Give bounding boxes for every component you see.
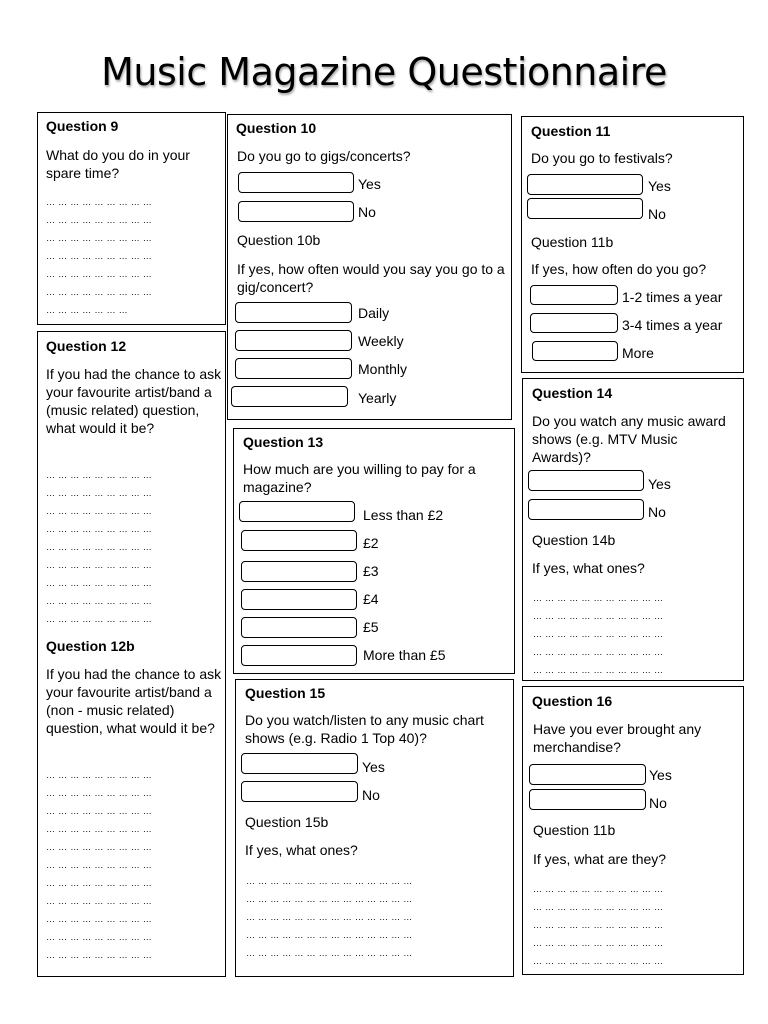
option-label: £4 <box>363 591 379 607</box>
question-heading: Question 10 <box>236 120 317 136</box>
option-label: Monthly <box>358 361 408 377</box>
question-text: If you had the chance to ask your favourite artist/band a (non - music related) question, what would it be? <box>46 666 222 736</box>
question-15-panel <box>235 679 514 977</box>
answer-line[interactable]: … … … … … … … … … <box>46 806 153 816</box>
checkbox-yes[interactable] <box>238 172 354 193</box>
checkbox-less-than-2[interactable] <box>239 501 355 522</box>
answer-line[interactable]: … … … … … … … … … <box>46 197 153 207</box>
answer-line[interactable]: … … … … … … … … … … … <box>533 665 664 675</box>
answer-line[interactable]: … … … … … … … … … … … <box>533 611 664 621</box>
question-12-panel <box>37 331 226 977</box>
question-heading: Question 16 <box>532 693 613 709</box>
sub-question-text: If yes, how often would you say you go to a gig/concert? <box>237 261 505 295</box>
answer-line[interactable]: … … … … … … … … … <box>46 269 153 279</box>
answer-line[interactable]: … … … … … … … … … <box>46 914 153 924</box>
checkbox-3[interactable] <box>241 561 357 582</box>
answer-line[interactable]: … … … … … … … <box>46 305 128 315</box>
checkbox-weekly[interactable] <box>235 330 352 351</box>
answer-line[interactable]: … … … … … … … … … <box>46 287 153 297</box>
answer-line[interactable]: … … … … … … … … … … … <box>533 938 664 948</box>
option-label: Yes <box>648 178 671 194</box>
checkbox-no[interactable] <box>241 781 358 802</box>
question-heading: Question 13 <box>243 434 324 450</box>
answer-line[interactable]: … … … … … … … … … … … … … … <box>246 930 413 940</box>
sub-question-text: If yes, what ones? <box>532 560 645 576</box>
checkbox-yes[interactable] <box>241 753 358 774</box>
question-heading: Question 14 <box>532 385 613 401</box>
checkbox-4[interactable] <box>241 589 357 610</box>
option-label: Daily <box>358 305 390 321</box>
checkbox-1-2-times[interactable] <box>530 285 618 305</box>
answer-line[interactable]: … … … … … … … … … … … <box>533 593 664 603</box>
question-text: Have you ever brought any merchandise? <box>533 721 702 755</box>
answer-line[interactable]: … … … … … … … … … <box>46 560 153 570</box>
answer-line[interactable]: … … … … … … … … … <box>46 233 153 243</box>
sub-question-heading: Question 11b <box>533 822 616 838</box>
option-label: Yes <box>649 767 672 783</box>
question-text: How much are you willing to pay for a magazine? <box>243 461 476 495</box>
checkbox-2[interactable] <box>241 530 357 551</box>
answer-line[interactable]: … … … … … … … … … … … … … … <box>246 912 413 922</box>
answer-line[interactable]: … … … … … … … … … <box>46 950 153 960</box>
answer-line[interactable]: … … … … … … … … … <box>46 596 153 606</box>
question-heading: Question 12 <box>46 338 127 354</box>
question-text: Do you go to festivals? <box>531 150 673 166</box>
checkbox-5[interactable] <box>241 617 357 638</box>
sub-question-heading: Question 11b <box>531 234 614 250</box>
option-label: 1-2 times a year <box>622 289 723 305</box>
answer-line[interactable]: … … … … … … … … … <box>46 614 153 624</box>
answer-line[interactable]: … … … … … … … … … <box>46 506 153 516</box>
answer-line[interactable]: … … … … … … … … … … … … … … <box>246 948 413 958</box>
option-label: Yes <box>362 759 385 775</box>
answer-line[interactable]: … … … … … … … … … <box>46 788 153 798</box>
answer-line[interactable]: … … … … … … … … … … … … … … <box>246 876 413 886</box>
option-label: 3-4 times a year <box>622 317 723 333</box>
answer-line[interactable]: … … … … … … … … … … … … … … <box>246 894 413 904</box>
answer-line[interactable]: … … … … … … … … … <box>46 842 153 852</box>
sub-question-text: If yes, what ones? <box>245 842 358 858</box>
question-heading: Question 12b <box>46 638 135 654</box>
question-10-panel <box>227 114 512 420</box>
question-13-panel <box>233 428 515 674</box>
option-label: No <box>362 787 380 803</box>
answer-line[interactable]: … … … … … … … … … <box>46 215 153 225</box>
answer-line[interactable]: … … … … … … … … … <box>46 824 153 834</box>
option-label: No <box>649 795 667 811</box>
answer-line[interactable]: … … … … … … … … … … … <box>533 902 664 912</box>
question-9-panel <box>37 112 226 325</box>
option-label: Yearly <box>358 390 397 406</box>
checkbox-yes[interactable] <box>529 764 646 785</box>
checkbox-more[interactable] <box>532 341 618 361</box>
option-label: £5 <box>363 619 379 635</box>
option-label: Yes <box>358 176 381 192</box>
checkbox-daily[interactable] <box>235 302 352 323</box>
answer-line[interactable]: … … … … … … … … … <box>46 896 153 906</box>
checkbox-no[interactable] <box>527 198 643 219</box>
question-text: If you had the chance to ask your favourite artist/band a (music related) question, what would it be? <box>46 366 222 436</box>
sub-question-text: If yes, what are they? <box>533 851 667 867</box>
checkbox-yes[interactable] <box>528 470 644 491</box>
answer-line[interactable]: … … … … … … … … … <box>46 878 153 888</box>
option-label: No <box>648 206 666 222</box>
answer-line[interactable]: … … … … … … … … … <box>46 524 153 534</box>
question-text: Do you watch any music award shows (e.g. MTV Music Awards)? <box>532 413 726 465</box>
checkbox-yes[interactable] <box>527 174 643 195</box>
answer-line[interactable]: … … … … … … … … … <box>46 470 153 480</box>
question-16-panel <box>522 686 744 975</box>
sub-question-heading: Question 10b <box>237 232 321 248</box>
answer-line[interactable]: … … … … … … … … … … … <box>533 884 664 894</box>
answer-line[interactable]: … … … … … … … … … <box>46 578 153 588</box>
option-label: No <box>358 204 376 220</box>
answer-line[interactable]: … … … … … … … … … <box>46 932 153 942</box>
answer-line[interactable]: … … … … … … … … … … … <box>533 629 664 639</box>
checkbox-no[interactable] <box>529 789 646 810</box>
answer-line[interactable]: … … … … … … … … … <box>46 251 153 261</box>
sub-question-heading: Question 15b <box>245 814 329 830</box>
option-label: More than £5 <box>363 647 446 663</box>
page-title: Music Magazine Questionnaire <box>101 50 667 94</box>
checkbox-no[interactable] <box>528 499 644 520</box>
option-label: Less than £2 <box>363 507 444 523</box>
question-heading: Question 11 <box>531 123 611 139</box>
option-label: Yes <box>648 476 671 492</box>
option-label: More <box>622 345 654 361</box>
checkbox-yearly[interactable] <box>231 386 348 407</box>
option-label: No <box>648 504 666 520</box>
option-label: £3 <box>363 563 379 579</box>
checkbox-more-than-5[interactable] <box>241 645 357 666</box>
option-label: £2 <box>363 535 379 551</box>
question-heading: Question 9 <box>46 118 119 134</box>
checkbox-3-4-times[interactable] <box>530 313 618 333</box>
answer-line[interactable]: … … … … … … … … … <box>46 488 153 498</box>
question-heading: Question 15 <box>245 685 326 701</box>
question-text: Do you go to gigs/concerts? <box>237 148 411 164</box>
question-11-panel <box>521 116 744 373</box>
answer-line[interactable]: … … … … … … … … … <box>46 770 153 780</box>
question-text: Do you watch/listen to any music chart shows (e.g. Radio 1 Top 40)? <box>245 712 484 746</box>
answer-line[interactable]: … … … … … … … … … <box>46 860 153 870</box>
sub-question-heading: Question 14b <box>532 532 616 548</box>
checkbox-monthly[interactable] <box>235 358 352 379</box>
answer-line[interactable]: … … … … … … … … … <box>46 542 153 552</box>
answer-line[interactable]: … … … … … … … … … … … <box>533 956 664 966</box>
option-label: Weekly <box>358 333 404 349</box>
checkbox-no[interactable] <box>238 201 354 222</box>
answer-line[interactable]: … … … … … … … … … … … <box>533 920 664 930</box>
sub-question-text: If yes, how often do you go? <box>531 261 707 277</box>
answer-line[interactable]: … … … … … … … … … … … <box>533 647 664 657</box>
question-text: What do you do in your spare time? <box>46 147 190 181</box>
question-14-panel <box>522 378 744 681</box>
